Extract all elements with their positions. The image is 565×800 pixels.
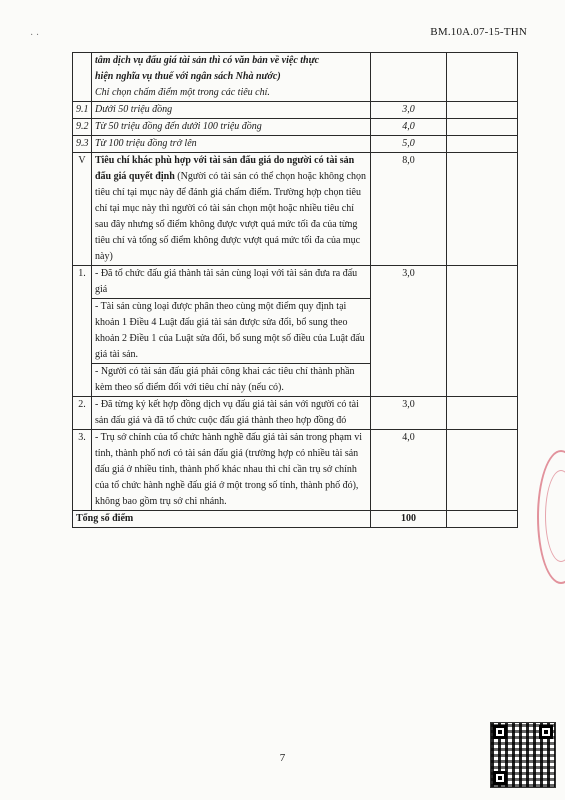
max-score: 3,0 xyxy=(371,102,447,119)
criterion-text: - Trụ sở chính của tổ chức hành nghề đấu giá tài sản trong phạm vi tỉnh, thành phố nơi có tài sản đấu giá (trường hợp có nhiều tài sản đấu giá ở nhiều tỉnh, thành phố khác nhau thì chỉ cần trụ sở chính của tổ chức hành nghề đấu giá ở một trong số tỉnh, thành phố đó), không bao gồm trụ sở chi nhánh. xyxy=(92,430,371,511)
empty-cell xyxy=(447,266,518,397)
page-number: 7 xyxy=(279,752,286,764)
criterion-text: - Người có tài sản đấu giá phải công khai các tiêu chí thành phần kèm theo số điểm đối với tiêu chí này (nếu có). xyxy=(92,364,371,397)
max-score: 3,0 xyxy=(371,397,447,430)
row-number: 1. xyxy=(73,266,92,397)
total-score: 100 xyxy=(371,511,447,528)
empty-cell xyxy=(447,430,518,511)
max-score: 8,0 xyxy=(371,153,447,266)
scoring-table xyxy=(72,52,518,528)
criterion-text: Từ 50 triệu đồng đến dưới 100 triệu đồng xyxy=(92,119,371,136)
qr-finder xyxy=(493,771,507,785)
total-label: Tổng số điểm xyxy=(73,511,371,528)
table-row xyxy=(73,511,518,528)
qr-code-icon xyxy=(490,722,556,788)
max-score: 3,0 xyxy=(371,266,447,397)
table-row xyxy=(73,53,518,102)
corner-marks: · · xyxy=(30,30,40,41)
empty-cell xyxy=(447,397,518,430)
empty-cell xyxy=(447,119,518,136)
row-number: 9.2 xyxy=(73,119,92,136)
row-number: V xyxy=(73,153,92,266)
table-row xyxy=(73,153,518,266)
max-score: 4,0 xyxy=(371,119,447,136)
criterion-text xyxy=(92,53,371,102)
criterion-text: Từ 100 triệu đồng trở lên xyxy=(92,136,371,153)
row-number: 9.1 xyxy=(73,102,92,119)
empty-cell xyxy=(447,136,518,153)
table-row xyxy=(73,430,518,511)
criterion-note: Chỉ chọn chấm điểm một trong các tiêu chí. xyxy=(95,87,270,98)
qr-finder xyxy=(493,725,507,739)
table-row xyxy=(73,119,518,136)
criterion-line: hiện nghĩa vụ thuế với ngân sách Nhà nước) xyxy=(95,71,281,82)
criterion-title: Tiêu chí khác phù hợp với tài sản đấu giá do người có tài sản đấu giá quyết định xyxy=(95,155,355,182)
row-number: 9.3 xyxy=(73,136,92,153)
row-number: 2. xyxy=(73,397,92,430)
empty-cell xyxy=(447,53,518,102)
criterion-text: - Đã từng ký kết hợp đồng dịch vụ đấu giá tài sản với người có tài sản đấu giá và đã tổ chức cuộc đấu giá thành theo hợp đồng đó xyxy=(92,397,371,430)
row-number: 3. xyxy=(73,430,92,511)
max-score: 4,0 xyxy=(371,430,447,511)
row-number xyxy=(73,53,92,102)
criterion-note: (Người có tài sản có thể chọn hoặc không chọn tiêu chí tại mục này để đánh giá chấm điểm. Trường hợp chọn tiêu chí tại mục này thì người có tài sản chọn một hoặc nhiều tiêu chí sau đây nhưng số điểm không được vượt quá mức tối đa của từng tiêu chí và tổng số điểm không được vượt quá mức tối đa của mục này) xyxy=(95,171,366,262)
document-code: BM.10A.07-15-THN xyxy=(430,26,527,38)
criterion-text: - Đã tổ chức đấu giá thành tài sản cùng loại với tài sản đưa ra đấu giá xyxy=(92,266,371,299)
max-score: 5,0 xyxy=(371,136,447,153)
table-row xyxy=(73,136,518,153)
criterion-text: - Tài sản cùng loại được phân theo cùng một điểm quy định tại khoản 1 Điều 4 Luật đấu giá tài sản được sửa đổi, bổ sung theo khoản 2 Điều 1 của Luật sửa đổi, bổ sung một số điều của Luật đấu giá tài sản. xyxy=(92,299,371,364)
criterion-text xyxy=(92,153,371,266)
table-row xyxy=(73,397,518,430)
criterion-text: Dưới 50 triệu đồng xyxy=(92,102,371,119)
criterion-line: tâm dịch vụ đấu giá tài sản thì có văn bản về việc thực xyxy=(95,55,320,66)
empty-cell xyxy=(447,153,518,266)
qr-finder xyxy=(539,725,553,739)
max-score xyxy=(371,53,447,102)
table-row xyxy=(73,266,518,299)
empty-cell xyxy=(447,102,518,119)
table-row xyxy=(73,102,518,119)
empty-cell xyxy=(447,511,518,528)
